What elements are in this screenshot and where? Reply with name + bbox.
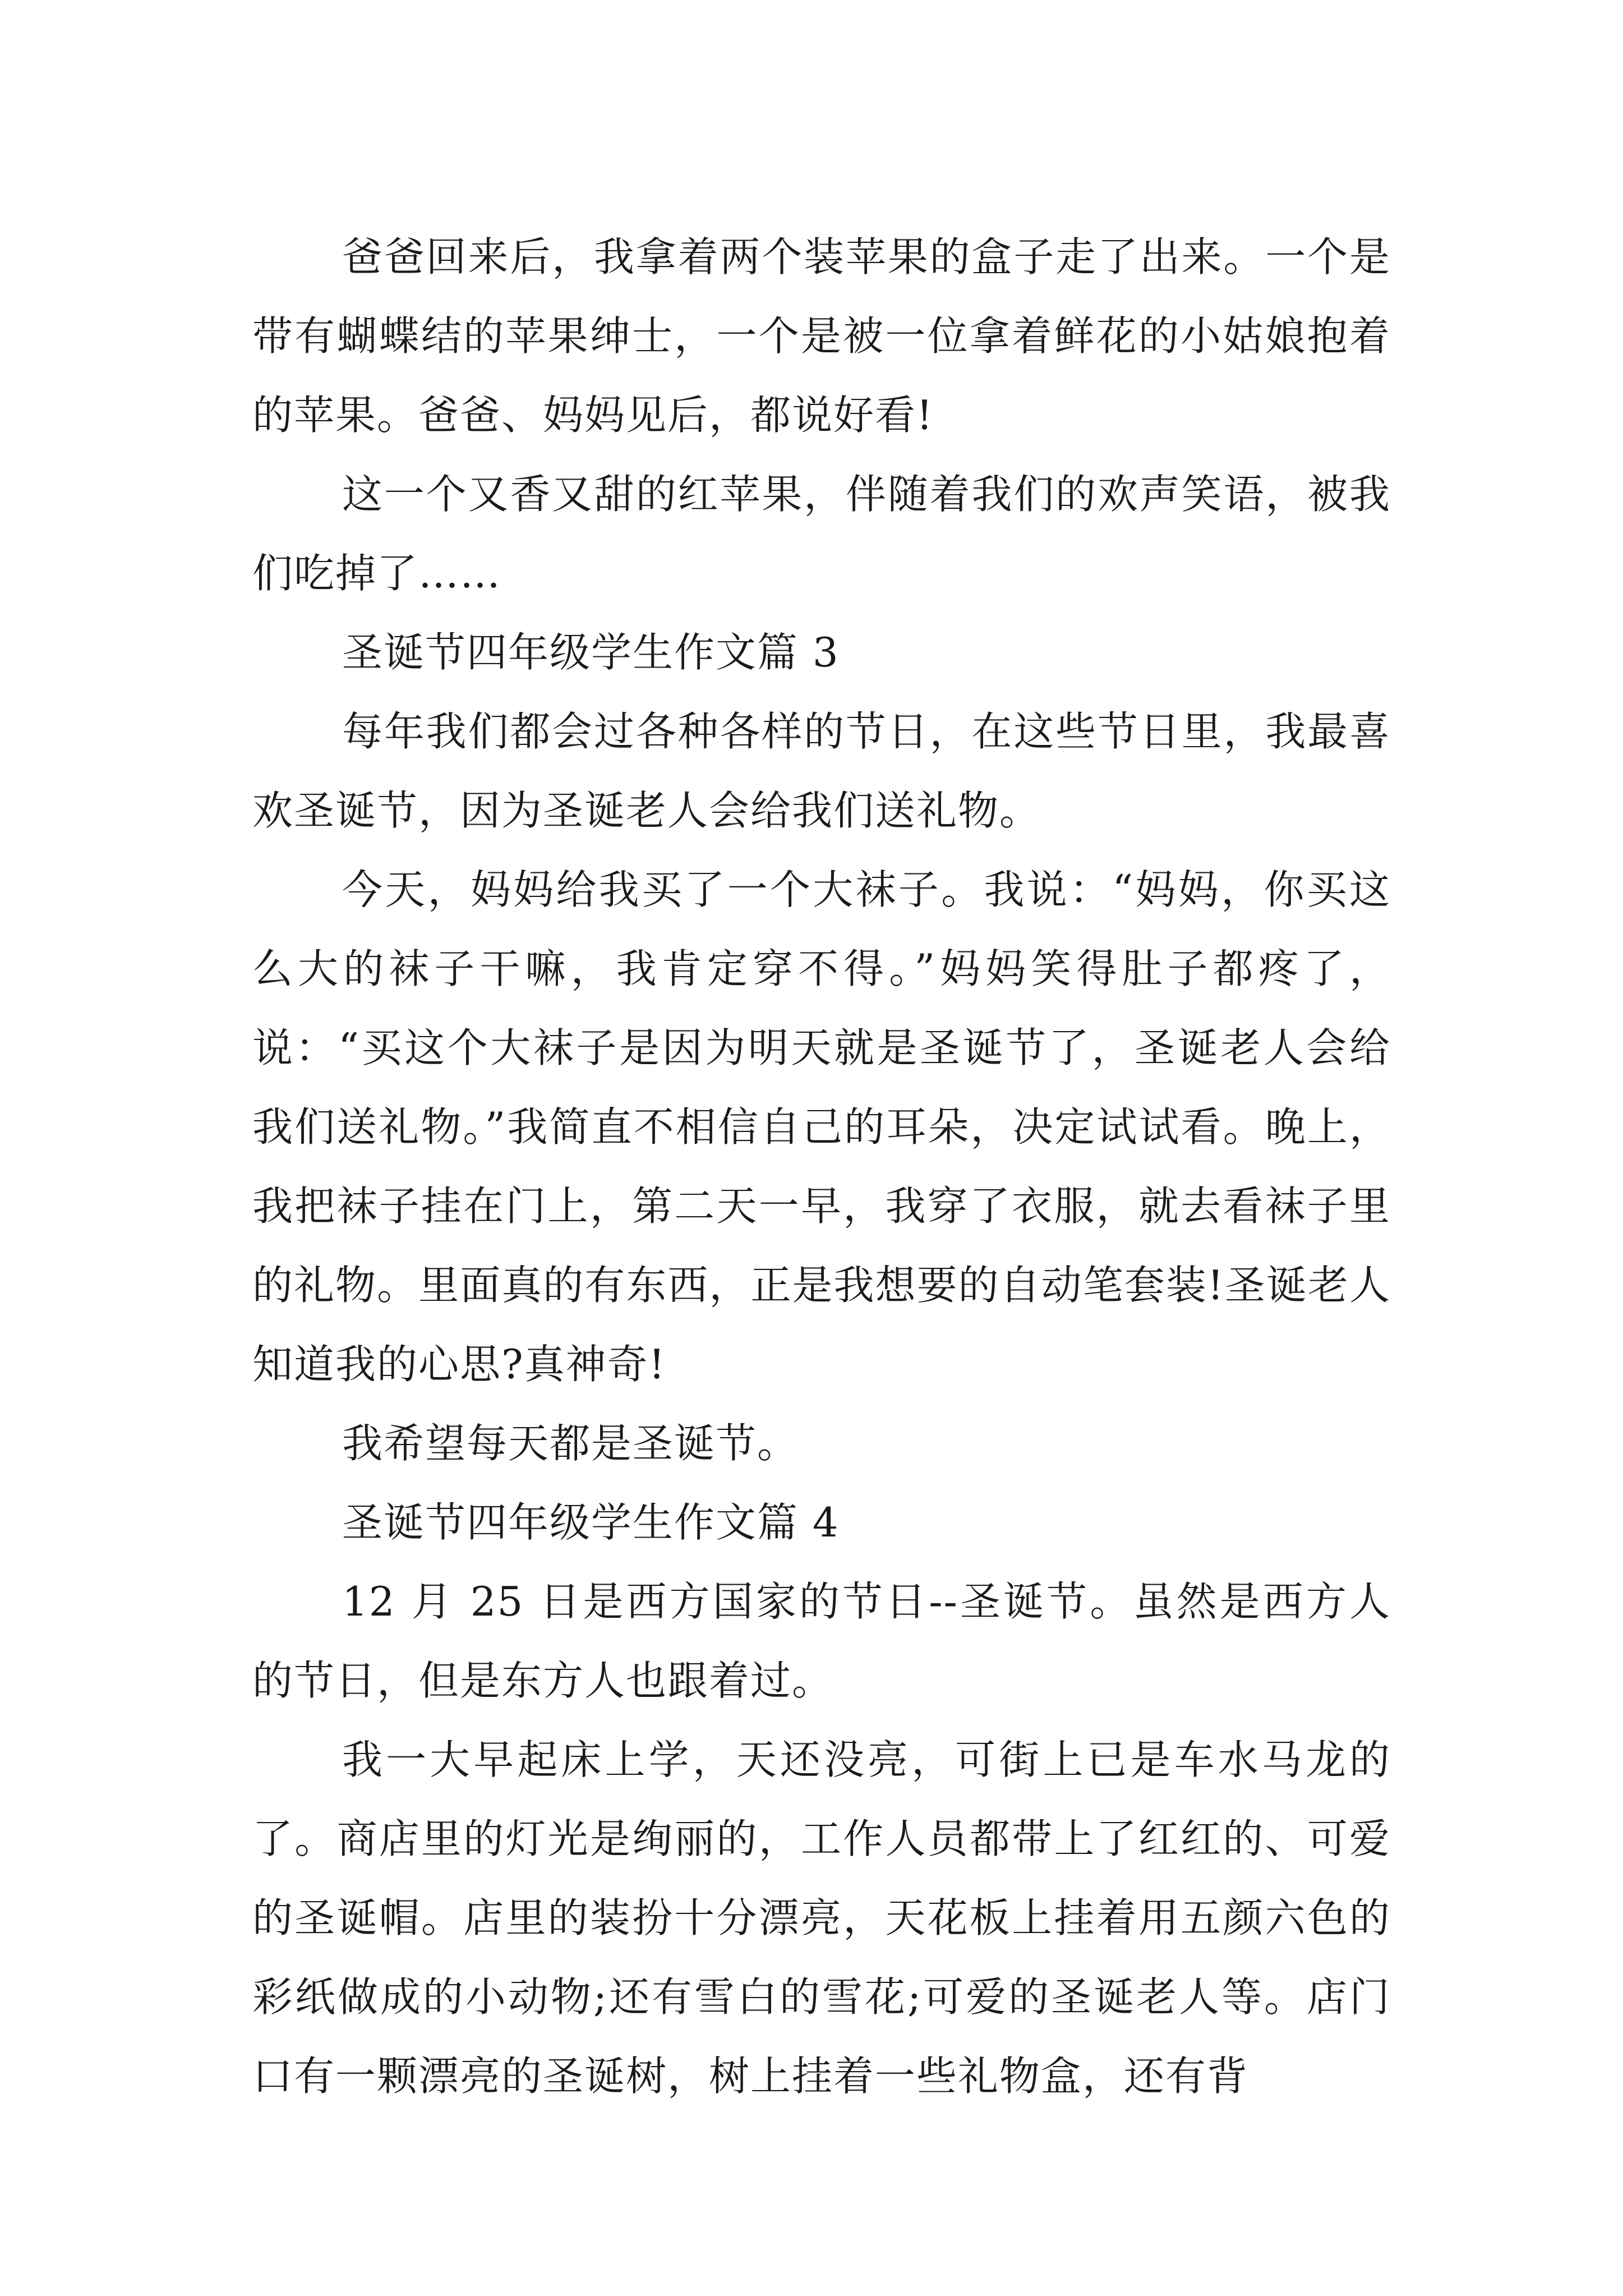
paragraph-wish: 我希望每天都是圣诞节。 (342, 1420, 799, 1467)
paragraph-december-25: 12 月 25 日是西方国家的节日--圣诞节。虽然是西方人的节日，但是东方人也跟着过。 (252, 1578, 1391, 1704)
paragraph-big-sock: 今天，妈妈给我买了一个大袜子。我说：“妈妈，你买这么大的袜子干嘛，我肯定穿不得。”妈妈笑得肚子都疼了，说：“买这个大袜子是因为明天就是圣诞节了，圣诞老人会给我们送礼物。”我简直不相信自己的耳朵，决定试试看。晚上，我把袜子挂在门上，第二天一早，我穿了衣服，就去看袜子里的礼物。里面真的有东西，正是我想要的自动笔套装!圣诞老人知道我的心思?真神奇! (252, 866, 1391, 1388)
document-body (252, 218, 1391, 2116)
paragraph-apple-eaten: 这一个又香又甜的红苹果，伴随着我们的欢声笑语，被我们吃掉了…… (252, 471, 1391, 597)
section-heading-4: 圣诞节四年级学生作文篇 4 (342, 1499, 840, 1546)
paragraph-favorite-festival: 每年我们都会过各种各样的节日，在这些节日里，我最喜欢圣诞节，因为圣诞老人会给我们送礼物。 (252, 708, 1391, 834)
section-heading-3: 圣诞节四年级学生作文篇 3 (342, 629, 840, 676)
paragraph-street-scene: 我一大早起床上学，天还没亮，可街上已是车水马龙的了。商店里的灯光是绚丽的，工作人员都带上了红红的、可爱的圣诞帽。店里的装扮十分漂亮，天花板上挂着用五颜六色的彩纸做成的小动物;还有雪白的雪花;可爱的圣诞老人等。店门口有一颗漂亮的圣诞树，树上挂着一些礼物盒，还有背 (252, 1736, 1391, 2100)
paragraph-apple-boxes: 爸爸回来后，我拿着两个装苹果的盒子走了出来。一个是带有蝴蝶结的苹果绅士，一个是被一位拿着鲜花的小姑娘抱着的苹果。爸爸、妈妈见后，都说好看! (252, 233, 1391, 439)
